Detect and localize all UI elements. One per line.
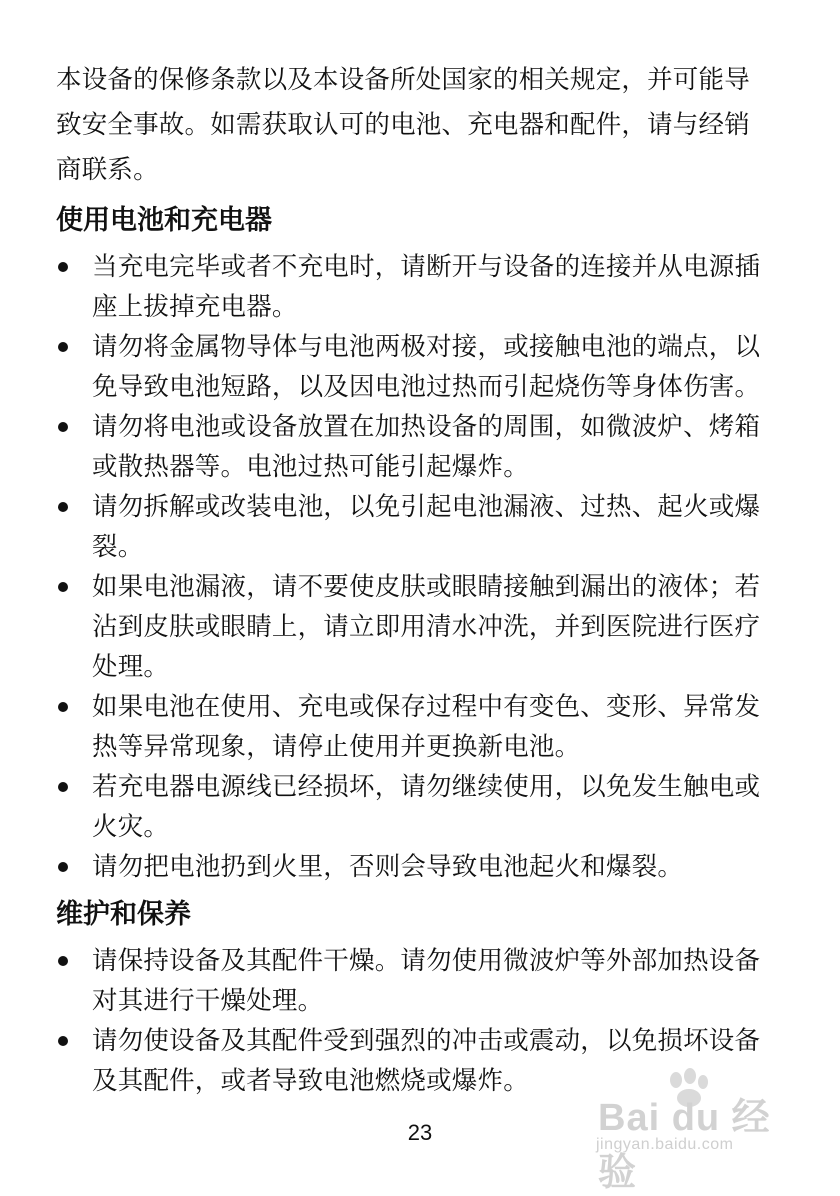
list-item: 请勿将电池或设备放置在加热设备的周围，如微波炉、烤箱 或散热器等。电池过热可能引起爆炸。 (56, 407, 776, 487)
list-item: 请勿使设备及其配件受到强烈的冲击或震动，以免损坏设备 及其配件，或者导致电池燃烧或爆炸。 (56, 1021, 776, 1101)
bullet-icon (58, 1036, 68, 1046)
watermark-logo-text: Bai du 经验 (598, 1097, 771, 1194)
list-item: 请勿拆解或改装电池，以免引起电池漏液、过热、起火或爆 裂。 (56, 487, 776, 567)
section-heading-battery: 使用电池和充电器 (56, 205, 272, 236)
bullet-icon (58, 862, 68, 872)
intro-line: 本设备的保修条款以及本设备所处国家的相关规定，并可能导 (56, 65, 750, 95)
bullet-icon (58, 502, 68, 512)
list-item: 当充电完毕或者不充电时，请断开与设备的连接并从电源插 座上拔掉充电器。 (56, 247, 776, 327)
list-item: 若充电器电源线已经损坏，请勿继续使用，以免发生触电或 火灾。 (56, 767, 776, 847)
page-number: 23 (407, 1120, 433, 1145)
bullet-icon (58, 262, 68, 272)
list-item: 请勿将金属物导体与电池两极对接，或接触电池的端点，以 免导致电池短路，以及因电池过热而引起烧伤等身体伤害。 (56, 327, 776, 407)
watermark-url: jingyan.baidu.com (596, 1136, 734, 1153)
list-item: 请勿把电池扔到火里，否则会导致电池起火和爆裂。 (56, 847, 776, 887)
intro-line: 商联系。 (56, 155, 159, 185)
battery-bullet-list (56, 247, 776, 887)
bullet-icon (58, 342, 68, 352)
bullet-icon (58, 582, 68, 592)
baidu-watermark (594, 1068, 794, 1194)
intro-paragraph (56, 58, 776, 193)
bullet-icon (58, 702, 68, 712)
bullet-icon (58, 422, 68, 432)
list-item: 如果电池在使用、充电或保存过程中有变色、变形、异常发 热等异常现象，请停止使用并更换新电池。 (56, 687, 776, 767)
bullet-icon (58, 782, 68, 792)
intro-line: 致安全事故。如需获取认可的电池、充电器和配件，请与经销 (56, 110, 750, 140)
list-item: 请保持设备及其配件干燥。请勿使用微波炉等外部加热设备 对其进行干燥处理。 (56, 941, 776, 1021)
document-page (56, 58, 776, 1101)
list-item: 如果电池漏液，请不要使皮肤或眼睛接触到漏出的液体；若 沾到皮肤或眼睛上，请立即用清水冲洗，并到医院进行医疗 处理。 (56, 567, 776, 687)
section-heading-maintenance: 维护和保养 (56, 899, 191, 930)
bullet-icon (58, 956, 68, 966)
